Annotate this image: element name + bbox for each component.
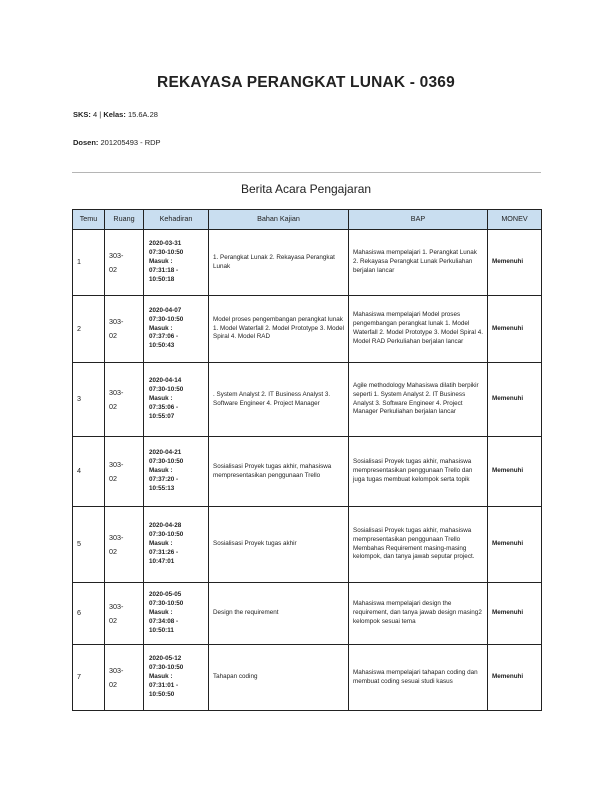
kehadiran-cell [144,437,209,507]
header-ruang: Ruang [105,210,144,230]
monev-cell [488,507,542,583]
bahan-kajian-text: 1. Perangkat Lunak 2. Rekayasa Perangkat Lunak [213,253,335,270]
monev-cell [488,583,542,645]
section-title: Berita Acara Pengajaran [240,182,372,196]
room-text: 02 [109,264,117,274]
ruang-cell [105,296,144,363]
bap-cell [349,437,488,507]
temu-cell [73,363,105,437]
table-row [73,230,542,296]
attendance-text: 10:50:43 [149,342,175,350]
ruang-cell [105,363,144,437]
sks-value: 4 [93,110,98,119]
table-row [73,583,542,645]
attendance-text: 10:55:13 [149,484,175,492]
attendance-text: Masuk : [149,540,173,548]
meeting-number: 1 [77,257,81,267]
room-text: 303- [109,532,124,542]
room-text: 02 [109,679,117,689]
bap-cell [349,583,488,645]
room-text: 02 [109,473,117,483]
attendance-text: 2020-04-07 [149,306,182,314]
bahan-kajian-cell [209,645,349,711]
bahan-kajian-cell [209,437,349,507]
ruang-cell [105,230,144,296]
temu-cell [73,507,105,583]
course-title: REKAYASA PERANGKAT LUNAK - 0369 [157,74,455,91]
temu-cell [73,645,105,711]
header-bahan-kajian: Bahan Kajian [209,210,349,230]
ruang-cell [105,583,144,645]
ruang-cell [105,437,144,507]
bap-text: Mahasiswa mempelajari tahapan coding dan membuat coding sesuai studi kasus [353,668,478,685]
attendance-text: 07:34:08 - [149,617,179,625]
attendance-text: 07:35:06 - [149,403,179,411]
ruang-cell [105,507,144,583]
attendance-text: 07:31:18 - [149,266,179,274]
bap-text: Sosialisasi Proyek tugas akhir, mahasiswa mempresentasikan penggunaan Trello Membahas Requirement masing-masing kelompok, dan tanya jawab seputar project. [353,526,475,561]
attendance-text: Masuk : [149,258,173,266]
bap-cell [349,645,488,711]
room-text: 303- [109,250,124,260]
temu-cell [73,230,105,296]
attendance-text: Masuk : [149,673,173,681]
bahan-kajian-text: Model proses pengembangan perangkat lunak 1. Model Waterfall 2. Model Prototype 3. Model Spiral 4. Model RAD [213,315,345,341]
teaching-report-table [72,209,542,711]
attendance-text: 2020-03-31 [149,240,182,248]
attendance-text: 2020-05-12 [149,655,182,663]
bap-text: Mahasiswa mempelajari design the requirement, dan tanya jawab design masing2 kelompok sesuai tema [353,600,482,625]
monev-status: Memenuhi [492,395,524,403]
room-text: 303- [109,387,124,397]
monev-status: Memenuhi [492,324,524,332]
kehadiran-cell [144,230,209,296]
meta-separator: | [99,110,102,119]
room-text: 02 [109,401,117,411]
room-text: 303- [109,601,124,611]
table-row [73,507,542,583]
bahan-kajian-text: Sosialisasi Proyek tugas akhir, mahasiswa mempresentasikan penggunaan Trello [213,462,332,479]
table-row [73,437,542,507]
attendance-text: Masuk : [149,467,173,475]
attendance-text: 07:30-10:50 [149,664,184,672]
meeting-number: 4 [77,466,81,476]
attendance-text: Masuk : [149,395,173,403]
divider [72,172,541,173]
bap-cell [349,507,488,583]
attendance-text: 10:50:50 [149,690,175,698]
bap-text: Agile methodology Mahasiswa dilatih berpikir seperti 1. System Analyst 2. IT Business Analyst 3. Software Engineer 4. Project Manager Perkuliahan berjalan lancar [353,381,479,416]
header-kehadiran: Kehadiran [144,210,209,230]
monev-cell [488,363,542,437]
table-row [73,645,542,711]
room-text: 303- [109,459,124,469]
kehadiran-cell [144,507,209,583]
attendance-text: 07:31:26 - [149,548,179,556]
bahan-kajian-cell [209,363,349,437]
table-header-row [73,210,542,230]
attendance-text: 07:30-10:50 [149,386,184,394]
attendance-text: 10:47:01 [149,557,175,565]
attendance-text: 07:37:20 - [149,475,179,483]
kelas-value: 15.6A.28 [127,110,158,119]
attendance-text: 07:37:06 - [149,333,179,341]
temu-cell [73,296,105,363]
table-row [73,363,542,437]
meeting-number: 6 [77,608,81,618]
temu-cell [73,437,105,507]
bahan-kajian-text: Design the requirement [213,609,279,617]
bahan-kajian-text: Sosialisasi Proyek tugas akhir [213,540,297,548]
kehadiran-cell [144,645,209,711]
meeting-number: 2 [77,323,81,333]
bap-text: Mahasiswa mempelajari Model proses pengembangan perangkat lunak 1. Model Waterfall 2. Model Prototype 3. Model Spiral 4. Model RAD Perkuliahan berjalan lancar [353,311,483,345]
monev-status: Memenuhi [492,258,524,266]
room-text: 303- [109,665,124,675]
bap-text: Sosialisasi Proyek tugas akhir, mahasiswa mempresentasikan penggunaan Trello dan juga tugas membuat kelompok serta topik [353,458,473,483]
room-text: 02 [109,331,117,340]
attendance-text: 07:30-10:50 [149,531,184,539]
bahan-kajian-cell [209,507,349,583]
bap-text: Mahasiswa mempelajari 1. Perangkat Lunak 2. Rekayasa Perangkat Lunak Perkuliahan berjalan lancar [353,249,477,274]
monev-status: Memenuhi [492,467,524,475]
kehadiran-cell [144,296,209,363]
kelas-label: Kelas: [103,110,126,119]
bap-cell [349,230,488,296]
room-text: 02 [109,546,117,556]
attendance-text: 07:30-10:50 [149,249,184,257]
monev-status: Memenuhi [492,609,524,617]
bahan-kajian-text: Tahapan coding [213,673,258,681]
meeting-number: 3 [77,394,81,404]
course-meta [73,110,158,119]
kehadiran-cell [144,363,209,437]
attendance-text: Masuk : [149,324,173,332]
attendance-text: 2020-05-05 [149,591,182,599]
attendance-text: 07:31:01 - [149,681,179,689]
temu-cell [73,583,105,645]
monev-cell [488,437,542,507]
bahan-kajian-cell [209,230,349,296]
monev-cell [488,645,542,711]
attendance-text: 10:55:07 [149,412,175,420]
attendance-text: 10:50:11 [149,626,174,634]
header-temu: Temu [73,210,105,230]
attendance-text: 10:50:18 [149,275,175,283]
bahan-kajian-text: . System Analyst 2. IT Business Analyst 3. Software Engineer 4. Project Manager [213,390,331,407]
header-bap: BAP [349,210,488,230]
monev-status: Memenuhi [492,540,524,548]
dosen-label: Dosen: [73,138,99,147]
attendance-text: 07:30-10:50 [149,600,184,608]
attendance-text: 07:30-10:50 [149,315,184,323]
bahan-kajian-cell [209,296,349,363]
attendance-text: 2020-04-28 [149,522,182,530]
monev-cell [488,296,542,363]
kehadiran-cell [144,583,209,645]
room-text: 303- [109,317,124,327]
lecturer-meta [73,138,161,147]
meeting-number: 5 [77,539,81,549]
sks-label: SKS: [73,110,91,119]
monev-cell [488,230,542,296]
ruang-cell [105,645,144,711]
monev-status: Memenuhi [492,673,524,681]
bap-cell [349,296,488,363]
bap-cell [349,363,488,437]
dosen-value: 201205493 - RDP [100,138,161,147]
table-row [73,296,542,363]
attendance-text: 2020-04-21 [149,449,182,457]
meeting-number: 7 [77,672,81,682]
attendance-text: Masuk : [149,609,173,617]
attendance-text: 07:30-10:50 [149,458,184,466]
bahan-kajian-cell [209,583,349,645]
room-text: 02 [109,615,117,625]
header-monev: MONEV [488,210,542,230]
attendance-text: 2020-04-14 [149,377,182,385]
